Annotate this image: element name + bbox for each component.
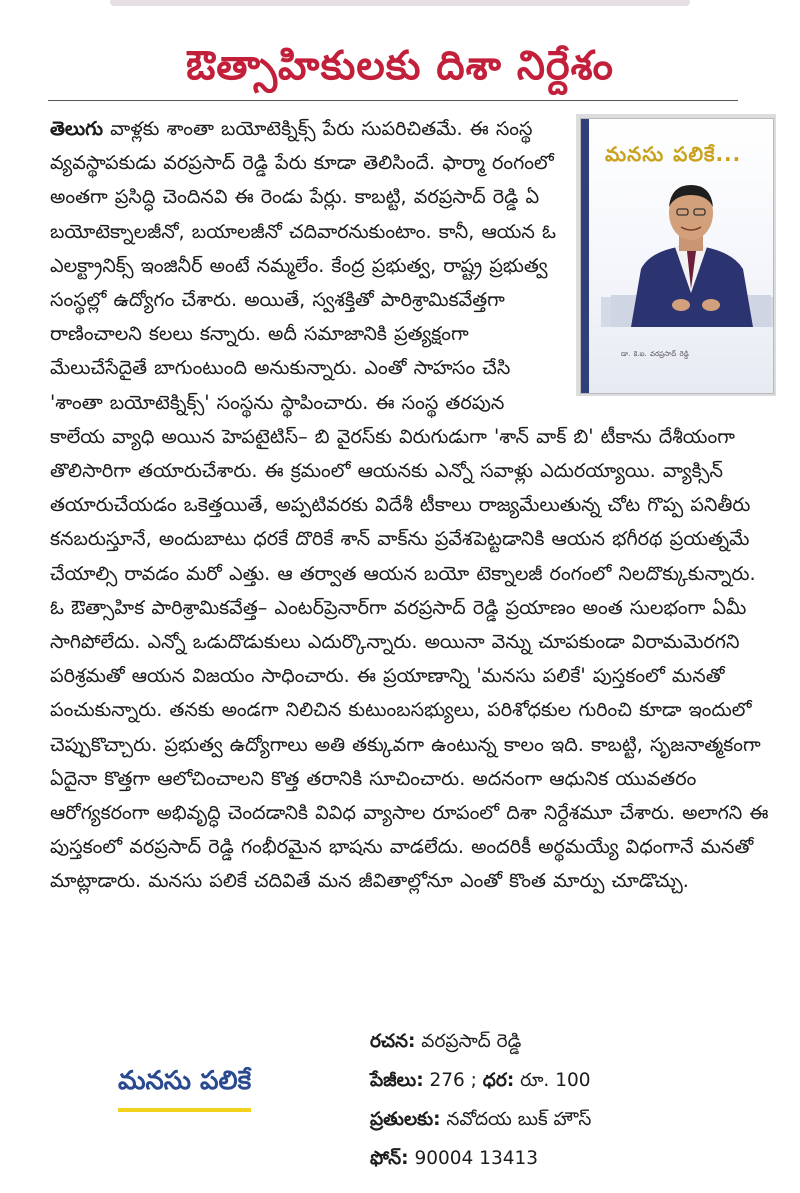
info-copies-key: ప్రతులకు:	[370, 1109, 441, 1130]
article-headline: ఔత్సాహికులకు దిశా నిర్దేశం	[186, 42, 614, 89]
cover-author-line: డా. కె.ఐ. వరప్రసాద్ రెడ్డి	[621, 349, 689, 358]
info-author	[370, 1022, 750, 1061]
book-cover-frame	[576, 114, 776, 396]
info-pages-value: 276 ;	[423, 1070, 483, 1091]
info-phone	[370, 1139, 750, 1178]
info-phone-value: 90004 13413	[408, 1148, 539, 1169]
info-pages-key: పేజీలు:	[370, 1070, 424, 1091]
info-author-key: రచన:	[370, 1031, 416, 1052]
article-body	[50, 112, 776, 899]
cover-spine	[581, 119, 589, 393]
info-pages-price	[370, 1061, 750, 1100]
info-copies	[370, 1100, 750, 1139]
article-lead-word: తెలుగు	[50, 117, 103, 140]
top-decorative-rule	[110, 0, 690, 6]
book-cover-image	[580, 118, 774, 394]
book-title-label: మనసు పలికే	[118, 1066, 251, 1112]
cover-title: మనసు పలికే...	[605, 142, 742, 166]
headline-divider	[48, 100, 738, 101]
info-copies-value: నవోదయ బుక్ హౌస్	[440, 1109, 592, 1130]
article-paragraph: వాళ్లకు శాంతా బయోటెక్నిక్స్ పేరు సుపరిచితమే. ఈ సంస్థ వ్యవస్థాపకుడు వరప్రసాద్ రెడ్డి పేరు కూడా తెలిసిందే. ఫార్మా రంగంలో అంతగా ప్రసిద్ధి చెందినవి ఈ రెండు పేర్లు. కాబట్టి, వరప్రసాద్ రెడ్డి ఏ బయోటెక్నాలజీనో, బయాలజీనో చదివారనుకుంటాం. కానీ, ఆయన ఓ ఎలక్ట్రానిక్స్ ఇంజినీర్ అంటే నమ్మలేం. కేంద్ర ప్రభుత్వ, రాష్ట్ర ప్రభుత్వ సంస్థల్లో ఉద్యోగం చేశారు. అయితే, స్వశక్తితో పారిశ్రామికవేత్తగా రాణించాలని కలలు కన్నారు. అదీ సమాజానికి ప్రత్యక్షంగా మేలుచేసేదైతే బాగుంటుంది అనుకున్నారు. ఎంతో సాహసం చేసి 'శాంతా బయోటెక్నిక్స్' సంస్థను స్థాపించారు. ఈ సంస్థ తరపున కాలేయ వ్యాధి అయిన హెపటైటిస్– బి వైరస్‌కు విరుగుడుగా 'శాన్ వాక్ బి' టీకాను దేశీయంగా తొలిసారిగా తయారుచేశారు. ఈ క్రమంలో ఆయనకు ఎన్నో సవాళ్లు ఎదురయ్యాయి. వ్యాక్సిన్ తయారుచేయడం ఒకెత్తయితే, అప్పటివరకు విదేశీ టీకాలు రాజ్యమేలుతున్న చోట గొప్ప పనితీరు కనబరుస్తూనే, అందుబాటు ధరకే దొరికే శాన్ వాక్‌ను ప్రవేశపెట్టడానికి ఆయన భగీరథ ప్రయత్నమే చేయాల్సి రావడం మరో ఎత్తు. ఆ తర్వాత ఆయన బయో టెక్నాలజీ రంగంలో నిలదొక్కుకున్నారు. ఓ ఔత్సాహిక పారిశ్రామికవేత్త– ఎంటర్‌ప్రెనార్‌గా వరప్రసాద్ రెడ్డి ప్రయాణం అంత సులభంగా ఏమీ సాగిపోలేదు. ఎన్నో ఒడుదొడుకులు ఎదుర్కొన్నారు. అయినా వెన్ను చూపకుండా విరామమెరగని పరిశ్రమతో ఆయన విజయం సాధించారు. ఈ ప్రయాణాన్ని 'మనసు పలికే' పుస్తకంలో మనతో పంచుకున్నారు. తనకు అండగా నిలిచిన కుటుంబసభ్యులు, పరిశోధకుల గురించి కూడా ఇందులో చెప్పుకొచ్చారు. ప్రభుత్వ ఉద్యోగాలు అతి తక్కువగా ఉంటున్న కాలం ఇది. కాబట్టి, సృజనాత్మకంగా ఏదైనా కొత్తగా ఆలోచించాలని కొత్త తరానికి సూచించారు. అదనంగా ఆధునిక యువతరం ఆరోగ్యకరంగా అభివృద్ధి చెందడానికి వివిధ వ్యాసాల రూపంలో దిశా నిర్దేశమూ చేశారు. అలాగని ఈ పుస్తకంలో వరప్రసాద్ రెడ్డి గంభీరమైన భాషను వాడలేదు. అందరికీ అర్థమయ్యే విధంగానే మనతో మాట్లాడారు. మనసు పలికే చదివితే మన జీవితాల్లోనూ ఎంతో కొంత మార్పు చూడొచ్చు.	[50, 117, 769, 893]
info-price-value: రూ. 100	[514, 1070, 591, 1091]
info-phone-key: ఫోన్:	[370, 1148, 409, 1169]
author-portrait-illustration	[611, 177, 771, 327]
book-info-block	[370, 1022, 750, 1178]
info-price-key: ధర:	[482, 1070, 515, 1091]
info-author-value: వరప్రసాద్ రెడ్డి	[415, 1031, 522, 1052]
